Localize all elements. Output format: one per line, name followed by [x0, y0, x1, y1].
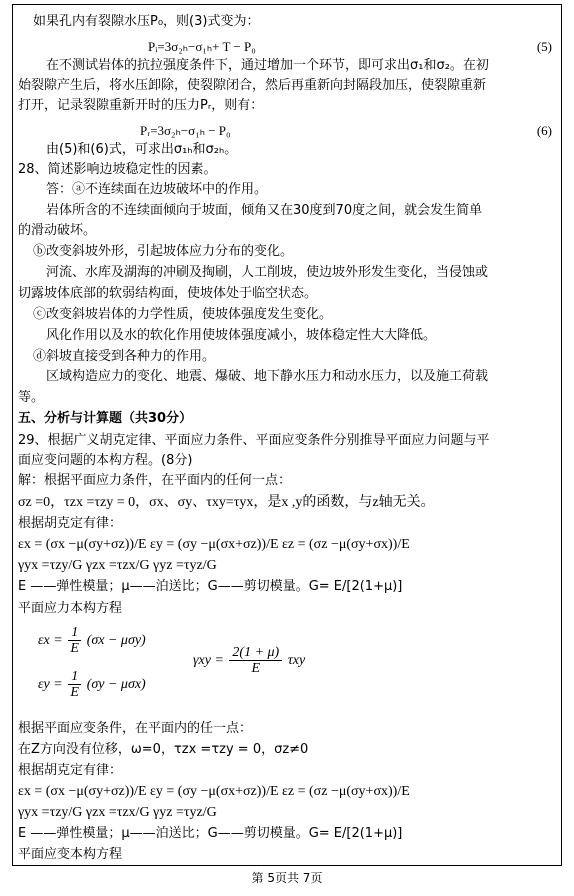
- equation-6: Pᵣ=3σ₂ₕ−σ₁ₕ − P₀: [140, 123, 231, 138]
- text-line: 始裂隙产生后，将水压卸除，使裂隙闭合，然后再重新向封隔段加压，使裂隙重新: [18, 78, 487, 93]
- equation-5: Pᵢ=3σ₂ₕ−σ₁ₕ+ T − P₀: [148, 39, 256, 54]
- formula-ex: εx = $\frac{1}{E}$ (σx − μσy): [38, 625, 146, 657]
- text-line: 在不测试岩体的抗拉强度条件下，通过增加一个环节，即可求出σ₁和σ₂。在初: [46, 58, 489, 73]
- text-line: ⓑ改变斜坡外形，引起坡体应力分布的变化。: [33, 244, 294, 259]
- text-line: 等。: [18, 390, 45, 405]
- text-line: ⓒ改变斜坡岩体的力学性质，使坡体强度发生变化。: [33, 307, 333, 322]
- page-footer: 第 5页共 7页: [251, 871, 323, 885]
- text-line: ⓓ斜坡直接受到各种力的作用。: [33, 349, 216, 364]
- answer-line: 答：ⓐ不连续面在边坡破坏中的作用。: [46, 182, 268, 197]
- text-line: 如果孔内有裂隙水压P₀，则(3)式变为：: [33, 14, 260, 29]
- text-line: 根据胡克定有律：: [18, 516, 123, 531]
- formula-gxy: γxy = $\frac{2(1 + \mu)}{E}$ τxy: [193, 645, 306, 677]
- text-line: 在Z方向没有位移，ω=0，τzx =τzy = 0，σz≠0: [18, 742, 309, 757]
- equation-number: (6): [536, 123, 552, 138]
- subheading: 平面应力本构方程: [18, 601, 123, 616]
- text-line: 河流、水库及湖海的冲刷及掏刷，人工削坡，使边坡外形发生变化，当侵蚀或: [46, 265, 489, 280]
- text-line: 岩体所含的不连续面倾向于坡面，倾角又在30度到70度之间，就会发生简单: [46, 203, 483, 218]
- text-line: 切露坡体底部的软弱结构面，使坡体处于临空状态。: [18, 286, 318, 301]
- text-line: 根据平面应变条件，在平面内的任一点：: [18, 721, 253, 736]
- solution-intro: 解：根据平面应力条件，在平面内的任何一点：: [18, 473, 292, 488]
- text-line: 面应变问题的本构方程。(8分): [18, 453, 193, 468]
- text-line: 由(5)和(6)式，可求出σ₁ₕ和σ₂ₕ。: [46, 142, 238, 157]
- text-line: 根据胡克定有律：: [18, 763, 123, 778]
- text-line: 区域构造应力的变化、地震、爆破、地下静水压力和动水压力，以及施工荷载: [46, 369, 489, 384]
- shear-eq: γyx =τzy/G γzx =τzx/G γyz =τyz/G: [18, 805, 217, 820]
- equation-number: (5): [536, 39, 552, 54]
- shear-eq: γyx =τzy/G γzx =τzx/G γyz =τyz/G: [18, 558, 217, 573]
- text-line: E ——弹性模量；μ——泊送比；G——剪切模量。G= E/[2(1+μ)]: [18, 579, 403, 594]
- hooke-eq: εx = (σx −μ(σy+σz))/E εy = (σy −μ(σx+σz))/E εz = (σz −μ(σy+σx))/E: [18, 784, 410, 799]
- condition-line: σz =0，τzx =τzy = 0，σx、σy、τxy=τyx，是x ,y的函数，与z轴无关。: [18, 495, 435, 510]
- question-29: 29、根据广义胡克定律、平面应力条件、平面应变条件分别推导平面应力问题与平: [18, 433, 490, 448]
- question-28: 28、简述影响边坡稳定性的因素。: [18, 162, 217, 177]
- subheading: 平面应变本构方程: [18, 847, 123, 862]
- formula-ey: εy = $\frac{1}{E}$ (σy − μσx): [38, 669, 146, 701]
- hooke-eq: εx = (σx −μ(σy+σz))/E εy = (σy −μ(σx+σz))/E εz = (σz −μ(σy+σx))/E: [18, 537, 410, 552]
- text-line: 打开，记录裂隙重新开时的压力Pᵣ，则有：: [18, 98, 264, 113]
- text-line: E ——弹性模量；μ——泊送比；G——剪切模量。G= E/[2(1+μ)]: [18, 826, 403, 841]
- text-line: 的滑动破坏。: [18, 223, 97, 238]
- section-heading: 五、分析与计算题（共30分）: [18, 411, 193, 426]
- text-line: 风化作用以及水的软化作用使坡体强度减小，坡体稳定性大大降低。: [46, 328, 437, 343]
